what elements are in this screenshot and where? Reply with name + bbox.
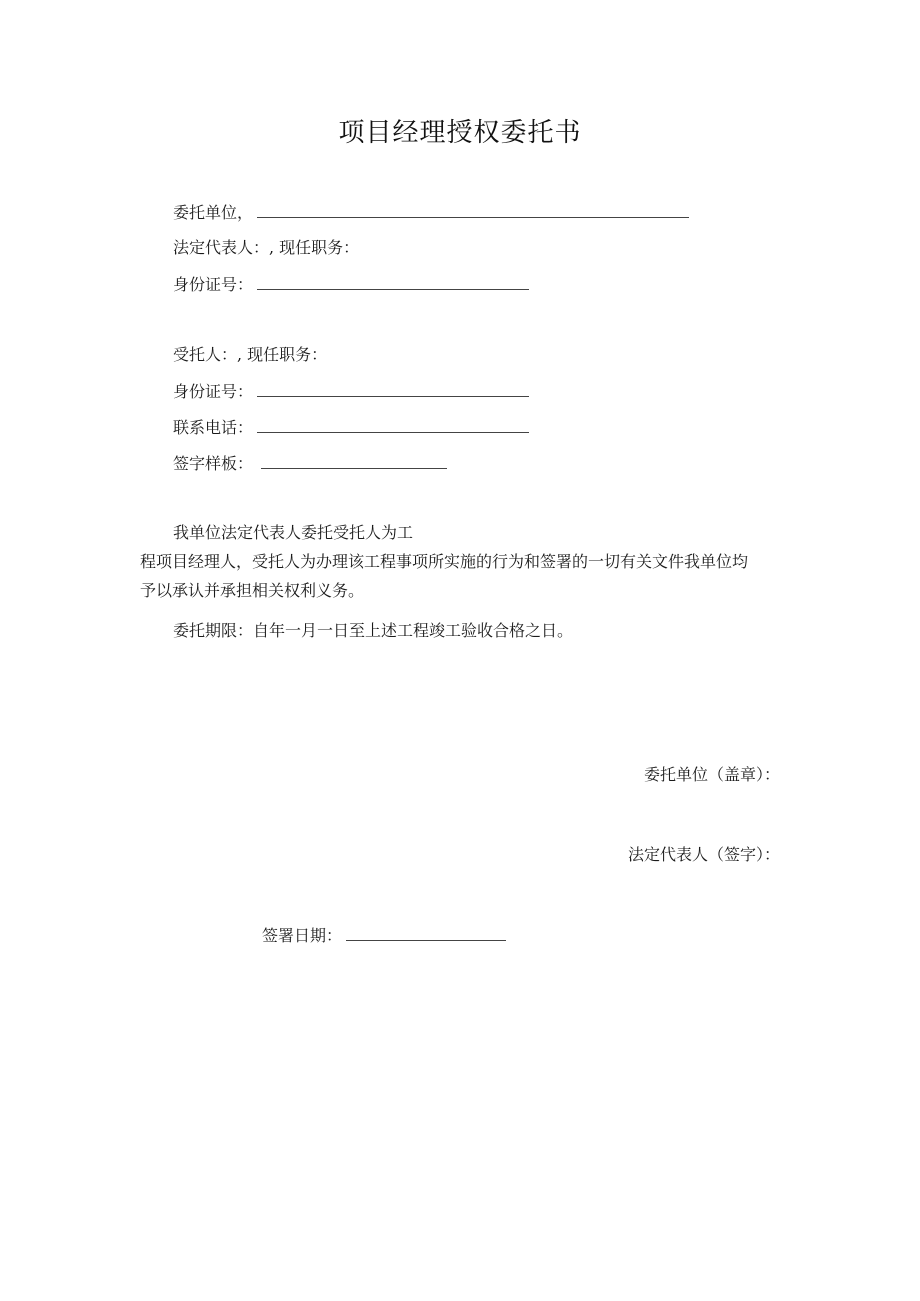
- body-line-1: 我单位法定代表人委托受托人为工: [173, 523, 414, 542]
- agent-phone-row: [173, 416, 529, 439]
- sign-date-label: 签署日期：: [262, 926, 343, 945]
- body-line-3: 予以承认并承担相关权利义务。: [140, 581, 365, 600]
- signature-sample-blank[interactable]: [261, 452, 447, 469]
- document-title: 项目经理授权委托书: [338, 118, 582, 148]
- legal-rep-row: [173, 237, 359, 259]
- principal-unit-label: 委托单位，: [173, 203, 254, 222]
- principal-unit-blank[interactable]: [257, 201, 689, 218]
- principal-unit-row: [173, 201, 689, 224]
- principal-id-row: [173, 273, 529, 296]
- agent-id-blank[interactable]: [257, 380, 529, 397]
- sign-date-blank[interactable]: [346, 924, 506, 941]
- signature-sample-row: [173, 452, 447, 475]
- principal-id-label: 身份证号：: [173, 275, 254, 294]
- body-line-2: 程项目经理人，受托人为办理该工程事项所实施的行为和签署的一切有关文件我单位均: [140, 552, 749, 571]
- legal-rep-sign-label: 法定代表人（签字）：: [627, 845, 780, 864]
- agent-phone-blank[interactable]: [257, 416, 529, 433]
- agent-id-row: [173, 380, 529, 403]
- agent-label: 受托人：, 现任职务：: [173, 345, 328, 364]
- agent-id-label: 身份证号：: [173, 382, 254, 401]
- term-line: 委托期限：自年一月一日至上述工程竣工验收合格之日。: [173, 621, 574, 640]
- signature-sample-label: 签字样板：: [173, 454, 254, 473]
- legal-rep-label: 法定代表人：, 现任职务：: [173, 238, 360, 257]
- agent-phone-label: 联系电话：: [173, 418, 254, 437]
- principal-id-blank[interactable]: [257, 273, 529, 290]
- unit-seal-label: 委托单位（盖章）：: [643, 765, 780, 784]
- sign-date-row: [262, 924, 506, 947]
- agent-row: [173, 344, 327, 366]
